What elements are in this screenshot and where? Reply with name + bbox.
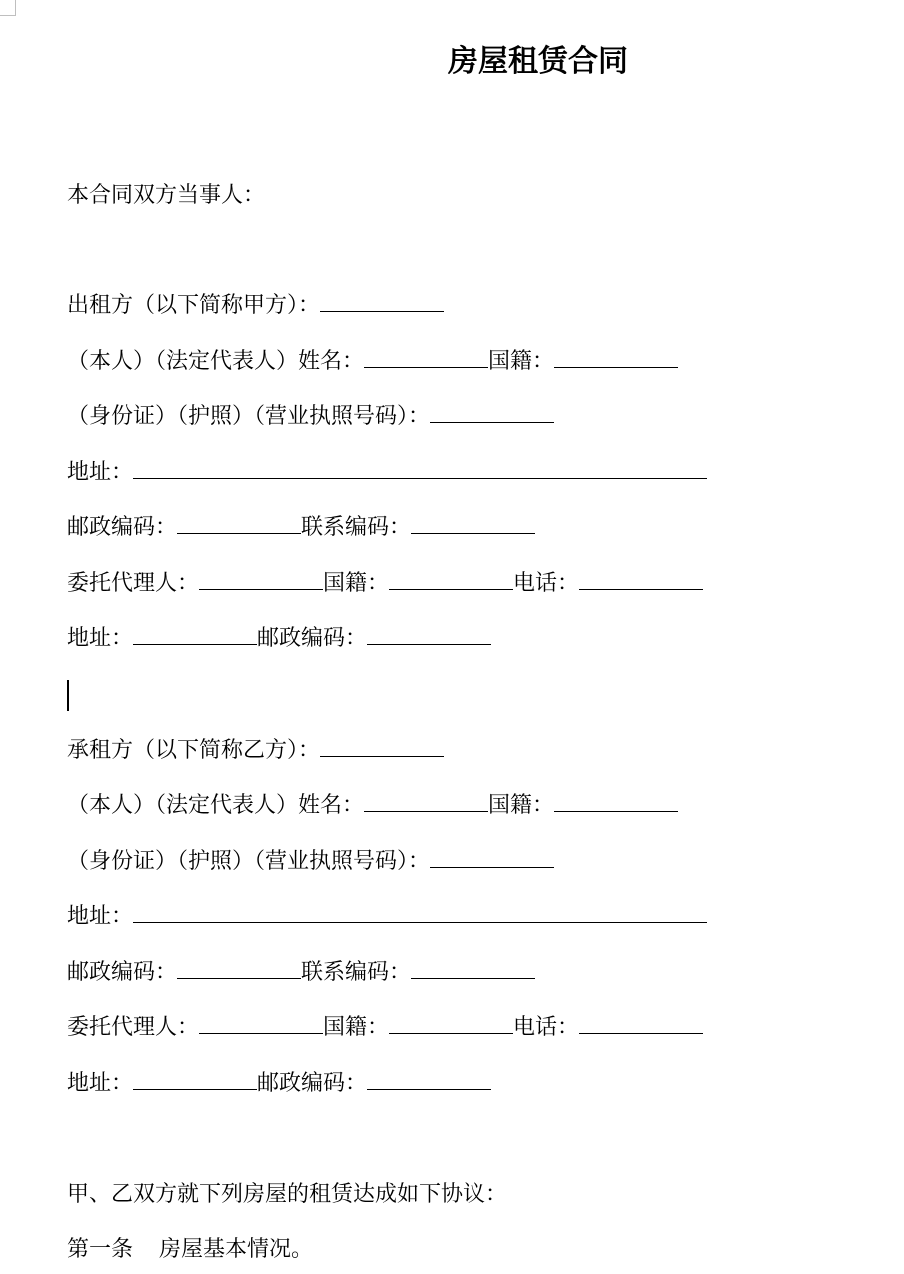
lessor-address2-label: 地址：	[67, 626, 134, 651]
lessee-address2-label: 地址：	[67, 1071, 134, 1096]
lessee-name-blank[interactable]	[320, 736, 444, 757]
lessee-address-label: 地址：	[67, 904, 134, 929]
lessee-header-label: 承租方（以下简称乙方）：	[67, 738, 321, 763]
lessor-contact-code-label: 联系编码：	[301, 515, 412, 540]
article-1-text: 房屋基本情况。	[159, 1237, 314, 1262]
lessor-id-blank[interactable]	[430, 402, 554, 423]
lessee-address-line	[67, 902, 707, 932]
lessee-postcode2-blank[interactable]	[367, 1069, 491, 1090]
lessee-agent-blank[interactable]	[199, 1013, 323, 1034]
lessor-agent-blank[interactable]	[199, 569, 323, 590]
lessor-postcode-blank[interactable]	[177, 513, 301, 534]
lessee-agent-line	[67, 1013, 703, 1043]
lessor-agent-nationality-blank[interactable]	[389, 569, 513, 590]
lessor-id-label: （身份证）（护照）（营业执照号码）：	[67, 404, 431, 429]
lessee-id-line	[67, 847, 554, 877]
lessee-nationality-label: 国籍：	[488, 793, 555, 818]
lessor-nationality-label: 国籍：	[488, 349, 555, 374]
lessee-phone-blank[interactable]	[579, 1013, 703, 1034]
lessee-postcode-blank[interactable]	[177, 958, 301, 979]
lessor-name-blank[interactable]	[320, 291, 444, 312]
lessor-header-line	[67, 291, 444, 321]
lessor-id-line	[67, 402, 554, 432]
lessor-name-line	[67, 347, 678, 377]
lessee-nationality-blank[interactable]	[554, 791, 678, 812]
lessor-postcode-line	[67, 513, 535, 543]
lessor-agent-nationality-label: 国籍：	[323, 571, 390, 596]
lessor-address-blank[interactable]	[133, 458, 707, 479]
lessor-postcode-label: 邮政编码：	[67, 515, 178, 540]
lessee-postcode-line	[67, 958, 535, 988]
article-1-number: 第一条	[67, 1237, 134, 1262]
lessor-address-line	[67, 458, 707, 488]
intro-line: 本合同双方当事人：	[67, 183, 266, 208]
lessee-contact-code-blank[interactable]	[411, 958, 535, 979]
lessee-name-line	[67, 791, 678, 821]
lessee-address-blank[interactable]	[133, 902, 707, 923]
lessor-postcode2-label: 邮政编码：	[257, 626, 368, 651]
lessee-address2-blank[interactable]	[133, 1069, 257, 1090]
lessee-contact-code-label: 联系编码：	[301, 960, 412, 985]
lessor-phone-blank[interactable]	[579, 569, 703, 590]
lessee-name-label: （本人）（法定代表人）姓名：	[67, 793, 365, 818]
lessee-agent-label: 委托代理人：	[67, 1015, 200, 1040]
lessee-address2-line	[67, 1069, 491, 1099]
lessee-phone-label: 电话：	[513, 1015, 580, 1040]
article-1-line	[67, 1235, 313, 1265]
page-corner-mark	[0, 0, 16, 16]
lessee-agent-nationality-blank[interactable]	[389, 1013, 513, 1034]
lessor-address-label: 地址：	[67, 460, 134, 485]
lessor-address2-blank[interactable]	[133, 624, 257, 645]
lessor-agent-label: 委托代理人：	[67, 571, 200, 596]
document-title: 房屋租赁合同	[448, 44, 628, 79]
lessee-agent-nationality-label: 国籍：	[323, 1015, 390, 1040]
lessor-nationality-blank[interactable]	[554, 347, 678, 368]
agreement-line: 甲、乙双方就下列房屋的租赁达成如下协议：	[67, 1182, 508, 1207]
lessee-id-label: （身份证）（护照）（营业执照号码）：	[67, 849, 431, 874]
lessor-contact-code-blank[interactable]	[411, 513, 535, 534]
lessee-postcode2-label: 邮政编码：	[257, 1071, 368, 1096]
lessor-agent-line	[67, 569, 703, 599]
lessor-person-name-blank[interactable]	[364, 347, 488, 368]
lessor-address2-line	[67, 624, 491, 654]
lessor-postcode2-blank[interactable]	[367, 624, 491, 645]
lessee-header-line	[67, 736, 444, 766]
lessor-phone-label: 电话：	[513, 571, 580, 596]
lessee-id-blank[interactable]	[430, 847, 554, 868]
text-cursor	[67, 680, 69, 711]
lessee-person-name-blank[interactable]	[364, 791, 488, 812]
lessor-name-label: （本人）（法定代表人）姓名：	[67, 349, 365, 374]
lessor-header-label: 出租方（以下简称甲方）：	[67, 293, 321, 318]
lessee-postcode-label: 邮政编码：	[67, 960, 178, 985]
